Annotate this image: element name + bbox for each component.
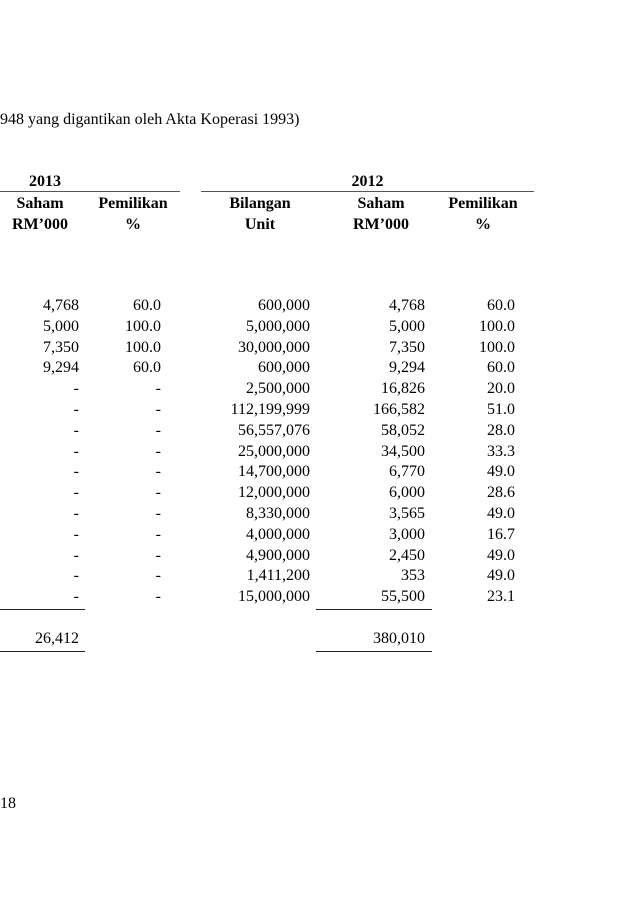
cell-2012-pemilikan: 23.1 (487, 588, 515, 605)
cell-2013-saham: 5,000 (43, 318, 79, 335)
cell-2013-pemilikan: - (155, 380, 161, 397)
cell-2012-bilangan-unit: 112,199,999 (230, 401, 310, 418)
cell-2013-saham: - (73, 588, 79, 605)
cell-2012-bilangan-unit: 30,000,000 (238, 339, 310, 356)
cell-2013-saham: - (73, 484, 79, 501)
cell-2012-pemilikan: 33.3 (487, 443, 515, 460)
cell-2012-pemilikan: 60.0 (487, 297, 515, 314)
header-2012-pemilikan-unit: % (475, 216, 491, 233)
cell-2012-saham: 58,052 (381, 422, 425, 439)
cell-2013-saham: - (73, 380, 79, 397)
cell-2013-saham: - (73, 567, 79, 584)
cell-2013-pemilikan: - (155, 422, 161, 439)
year-2013-underline (0, 191, 180, 192)
header-2012-bilangan: Bilangan (229, 195, 291, 212)
cell-2012-saham: 4,768 (389, 297, 425, 314)
cell-2012-saham: 166,582 (373, 401, 425, 418)
cell-2013-saham: 4,768 (43, 297, 79, 314)
cell-2012-bilangan-unit: 56,557,076 (238, 422, 310, 439)
cell-2013-pemilikan: - (155, 484, 161, 501)
cell-2012-pemilikan: 60.0 (487, 359, 515, 376)
cell-2012-bilangan-unit: 5,000,000 (246, 318, 310, 335)
cell-2012-bilangan-unit: 25,000,000 (238, 443, 310, 460)
cell-2013-pemilikan: - (155, 547, 161, 564)
cell-2012-saham: 34,500 (381, 443, 425, 460)
total-2013-saham: 26,412 (35, 630, 79, 647)
cell-2012-saham: 6,000 (389, 484, 425, 501)
cell-2013-pemilikan: 100.0 (125, 318, 161, 335)
cell-2013-saham: - (73, 547, 79, 564)
header-2013-saham-unit: RM’000 (12, 216, 68, 233)
cell-2012-bilangan-unit: 14,700,000 (238, 463, 310, 480)
cell-2012-saham: 3,565 (389, 505, 425, 522)
subtotal-rule-2012 (316, 609, 432, 610)
cell-2013-saham: 9,294 (43, 359, 79, 376)
cell-2012-bilangan-unit: 600,000 (258, 359, 310, 376)
cell-2013-pemilikan: 60.0 (133, 297, 161, 314)
cell-2012-pemilikan: 51.0 (487, 401, 515, 418)
cell-2013-pemilikan: - (155, 505, 161, 522)
year-2013-heading: 2013 (29, 173, 61, 190)
cell-2012-pemilikan: 49.0 (487, 505, 515, 522)
cell-2012-pemilikan: 100.0 (479, 339, 515, 356)
note-text: 948 yang digantikan oleh Akta Koperasi 1993) (0, 111, 300, 128)
cell-2013-saham: - (73, 401, 79, 418)
cell-2013-pemilikan: - (155, 401, 161, 418)
cell-2012-pemilikan: 49.0 (487, 463, 515, 480)
cell-2012-saham: 16,826 (381, 380, 425, 397)
cell-2012-saham: 7,350 (389, 339, 425, 356)
cell-2012-saham: 9,294 (389, 359, 425, 376)
cell-2012-pemilikan: 28.0 (487, 422, 515, 439)
cell-2012-bilangan-unit: 600,000 (258, 297, 310, 314)
total-rule-2012 (316, 651, 432, 652)
header-2012-saham-unit: RM’000 (353, 216, 409, 233)
cell-2013-pemilikan: - (155, 526, 161, 543)
cell-2013-pemilikan: - (155, 567, 161, 584)
total-rule-2013 (0, 651, 85, 652)
cell-2012-bilangan-unit: 4,900,000 (246, 547, 310, 564)
cell-2012-saham: 3,000 (389, 526, 425, 543)
cell-2012-pemilikan: 49.0 (487, 567, 515, 584)
cell-2013-pemilikan: 100.0 (125, 339, 161, 356)
cell-2012-pemilikan: 49.0 (487, 547, 515, 564)
cell-2012-saham: 6,770 (389, 463, 425, 480)
cell-2012-pemilikan: 100.0 (479, 318, 515, 335)
header-2012-pemilikan: Pemilikan (448, 195, 518, 212)
cell-2012-bilangan-unit: 8,330,000 (246, 505, 310, 522)
year-2012-heading: 2012 (351, 173, 384, 190)
year-2012-underline (201, 191, 534, 192)
cell-2012-bilangan-unit: 2,500,000 (246, 380, 310, 397)
cell-2012-pemilikan: 20.0 (487, 380, 515, 397)
cell-2013-pemilikan: - (155, 463, 161, 480)
cell-2013-saham: - (73, 443, 79, 460)
subtotal-rule-2013 (0, 609, 85, 610)
cell-2012-saham: 55,500 (381, 588, 425, 605)
cell-2013-saham: - (73, 505, 79, 522)
cell-2012-bilangan-unit: 15,000,000 (238, 588, 310, 605)
cell-2012-pemilikan: 28.6 (487, 484, 515, 501)
header-2013-pemilikan: Pemilikan (98, 195, 168, 212)
cell-2013-pemilikan: 60.0 (133, 359, 161, 376)
header-2012-saham: Saham (357, 195, 405, 212)
cell-2013-saham: 7,350 (43, 339, 79, 356)
header-2013-saham: Saham (16, 195, 64, 212)
cell-2012-bilangan-unit: 12,000,000 (238, 484, 310, 501)
cell-2012-saham: 5,000 (389, 318, 425, 335)
cell-2013-saham: - (73, 422, 79, 439)
cell-2012-pemilikan: 16.7 (487, 526, 515, 543)
header-2012-bilangan-unit: Unit (244, 216, 276, 233)
cell-2012-saham: 2,450 (389, 547, 425, 564)
cell-2013-saham: - (73, 526, 79, 543)
total-2012-saham: 380,010 (373, 630, 425, 647)
cell-2012-saham: 353 (401, 567, 425, 584)
header-2013-pemilikan-unit: % (125, 216, 141, 233)
cell-2013-pemilikan: - (155, 588, 161, 605)
page-number: 18 (0, 795, 16, 812)
cell-2012-bilangan-unit: 4,000,000 (246, 526, 310, 543)
cell-2013-saham: - (73, 463, 79, 480)
cell-2013-pemilikan: - (155, 443, 161, 460)
cell-2012-bilangan-unit: 1,411,200 (246, 567, 310, 584)
